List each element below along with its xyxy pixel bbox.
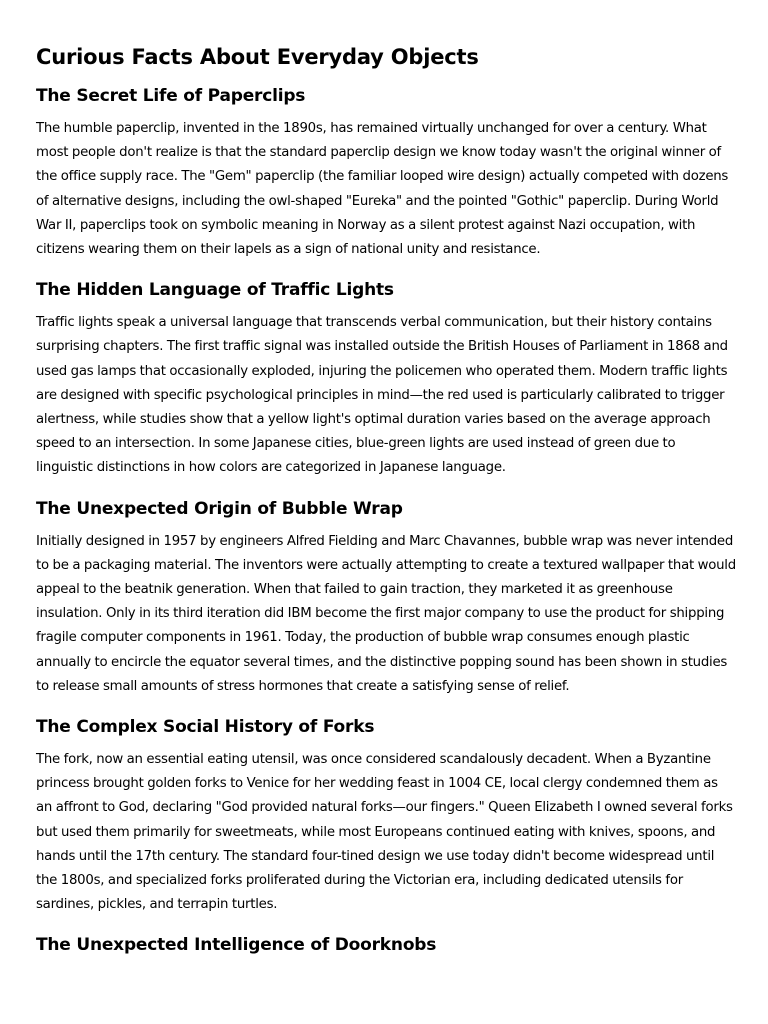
article	[36, 41, 736, 966]
page-title: Curious Facts About Everyday Objects	[36, 45, 479, 69]
section-heading-bubble-wrap: The Unexpected Origin of Bubble Wrap	[36, 498, 403, 519]
section-body-traffic-lights: Traffic lights speak a universal language that transcends verbal communication, but their history contains surprising chapters. The first traffic signal was installed outside the British Houses of Parliament in 1868 and used gas lamps that occasionally exploded, injuring the policemen who operated them. Modern traffic lights are designed with specific psychological principles in mind—the red used is particularly calibrated to trigger alertness, while studies show that a yellow light's optimal duration varies based on the average approach speed to an intersection. In some Japanese cities, blue-green lights are used instead of green due to linguistic distinctions in how colors are categorized in Japanese language.	[36, 315, 728, 476]
section-heading-doorknobs: The Unexpected Intelligence of Doorknobs	[36, 935, 437, 956]
section-body-forks: The fork, now an essential eating utensil, was once considered scandalously decadent. When a Byzantine princess brought golden forks to Venice for her wedding feast in 1004 CE, local clergy condemned them as an affront to God, declaring "God provided natural forks—our fingers." Queen Elizabeth I owned several forks but used them primarily for sweetmeats, while most Europeans continued eating with knives, spoons, and hands until the 17th century. The standard four-tined design we use today didn't become widespread until the 1800s, and specialized forks proliferated during the Victorian era, including dedicated utensils for sardines, pickles, and terrapin turtles.	[36, 752, 733, 913]
section-body-bubble-wrap: Initially designed in 1957 by engineers Alfred Fielding and Marc Chavannes, bubble wrap was never intended to be a packaging material. The inventors were actually attempting to create a textured wallpaper that would appeal to the beatnik generation. When that failed to gain traction, they marketed it as greenhouse insulation. Only in its third iteration did IBM become the first major company to use the product for shipping fragile computer components in 1961. Today, the production of bubble wrap consumes enough plastic annually to encircle the equator several times, and the distinctive popping sound has been shown in studies to release small amounts of stress hormones that create a satisfying sense of relief.	[36, 533, 736, 694]
section-body-paperclips: The humble paperclip, invented in the 1890s, has remained virtually unchanged for over a century. What most people don't realize is that the standard paperclip design we know today wasn't the original winner of the office supply race. The "Gem" paperclip (the familiar looped wire design) actually competed with dozens of alternative designs, including the owl-shaped "Eureka" and the pointed "Gothic" paperclip. During World War II, paperclips took on symbolic meaning in Norway as a silent protest against Nazi occupation, with citizens wearing them on their lapels as a sign of national unity and resistance.	[36, 121, 729, 258]
section-heading-forks: The Complex Social History of Forks	[36, 717, 375, 738]
section-heading-traffic-lights: The Hidden Language of Traffic Lights	[36, 280, 394, 301]
section-heading-paperclips: The Secret Life of Paperclips	[36, 86, 306, 106]
